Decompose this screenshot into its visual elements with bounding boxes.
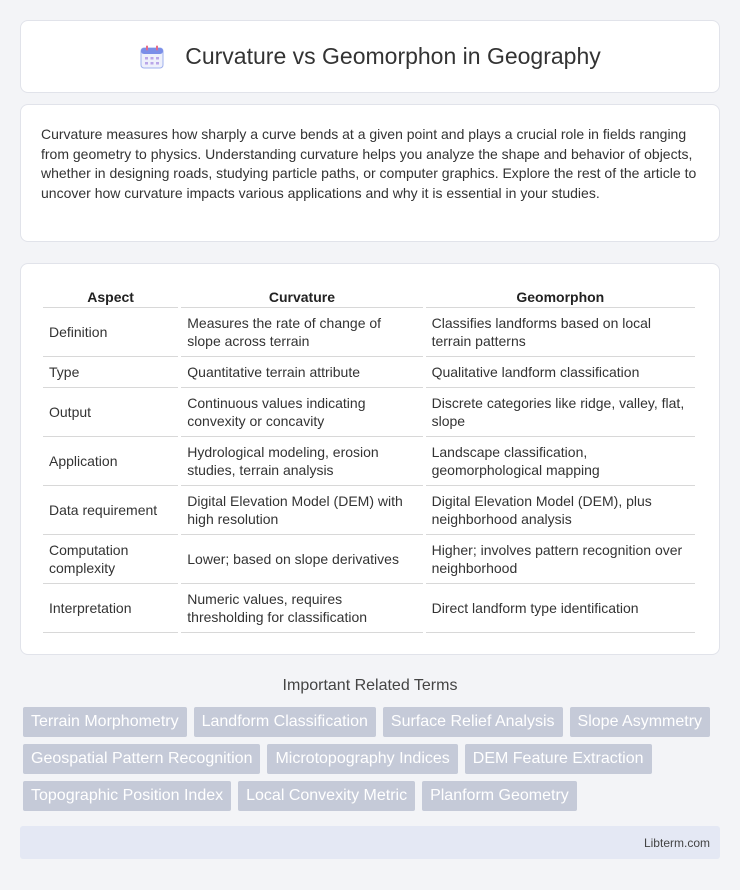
related-term-tag[interactable]: Landform Classification xyxy=(194,707,376,737)
row-curvature: Numeric values, requires thresholding for classification xyxy=(181,584,422,633)
related-term-tag[interactable]: Surface Relief Analysis xyxy=(383,707,563,737)
row-aspect: Definition xyxy=(43,308,178,357)
row-aspect: Computation complexity xyxy=(43,535,178,584)
table-row xyxy=(43,357,695,388)
related-terms-list xyxy=(23,707,723,818)
row-curvature: Digital Elevation Model (DEM) with high resolution xyxy=(181,486,422,535)
row-curvature: Hydrological modeling, erosion studies, terrain analysis xyxy=(181,437,422,486)
row-curvature: Lower; based on slope derivatives xyxy=(181,535,422,584)
comparison-table xyxy=(40,286,698,633)
related-term-tag[interactable]: Microtopography Indices xyxy=(267,744,457,774)
calendar-icon xyxy=(139,44,165,70)
row-geomorphon: Digital Elevation Model (DEM), plus neighborhood analysis xyxy=(426,486,695,535)
related-term-tag[interactable]: Geospatial Pattern Recognition xyxy=(23,744,260,774)
comparison-table-card xyxy=(20,263,720,655)
row-curvature: Measures the rate of change of slope across terrain xyxy=(181,308,422,357)
related-term-tag[interactable]: Local Convexity Metric xyxy=(238,781,415,811)
row-aspect: Interpretation xyxy=(43,584,178,633)
related-term-tag[interactable]: DEM Feature Extraction xyxy=(465,744,652,774)
related-term-tag[interactable]: Terrain Morphometry xyxy=(23,707,187,737)
footer-site-link[interactable]: Libterm.com xyxy=(643,835,710,850)
header-geomorphon: Geomorphon xyxy=(426,286,695,308)
row-geomorphon: Classifies landforms based on local terrain patterns xyxy=(426,308,695,357)
table-row xyxy=(43,584,695,633)
related-term-tag[interactable]: Topographic Position Index xyxy=(23,781,231,811)
table-row xyxy=(43,535,695,584)
related-terms-title: Important Related Terms xyxy=(282,677,458,694)
related-term-tag[interactable]: Slope Asymmetry xyxy=(570,707,710,737)
intro-text: Curvature measures how sharply a curve bends at a given point and plays a crucial role in fields ranging from geometry to physics. Understanding curvature helps you analyze the shape and behavior of objects, whether in designing roads, studying particle paths, or computer graphics. Explore the rest of the article to uncover how curvature impacts various applications and why it is essential in your studies. xyxy=(41,126,697,201)
row-geomorphon: Direct landform type identification xyxy=(426,584,695,633)
footer xyxy=(20,826,720,859)
row-aspect: Type xyxy=(43,357,178,388)
intro-card xyxy=(20,104,720,242)
table-row xyxy=(43,437,695,486)
header-curvature: Curvature xyxy=(181,286,422,308)
row-geomorphon: Landscape classification, geomorphological mapping xyxy=(426,437,695,486)
related-term-tag[interactable]: Planform Geometry xyxy=(422,781,577,811)
row-aspect: Application xyxy=(43,437,178,486)
table-row xyxy=(43,308,695,357)
page-title: Curvature vs Geomorphon in Geography xyxy=(185,43,601,69)
table-row xyxy=(43,486,695,535)
row-geomorphon: Higher; involves pattern recognition over neighborhood xyxy=(426,535,695,584)
table-header-row xyxy=(43,286,695,308)
row-curvature: Quantitative terrain attribute xyxy=(181,357,422,388)
header-card xyxy=(20,20,720,93)
table-row xyxy=(43,388,695,437)
row-aspect: Data requirement xyxy=(43,486,178,535)
row-geomorphon: Discrete categories like ridge, valley, flat, slope xyxy=(426,388,695,437)
row-curvature: Continuous values indicating convexity or concavity xyxy=(181,388,422,437)
header-aspect: Aspect xyxy=(43,286,178,308)
row-aspect: Output xyxy=(43,388,178,437)
row-geomorphon: Qualitative landform classification xyxy=(426,357,695,388)
